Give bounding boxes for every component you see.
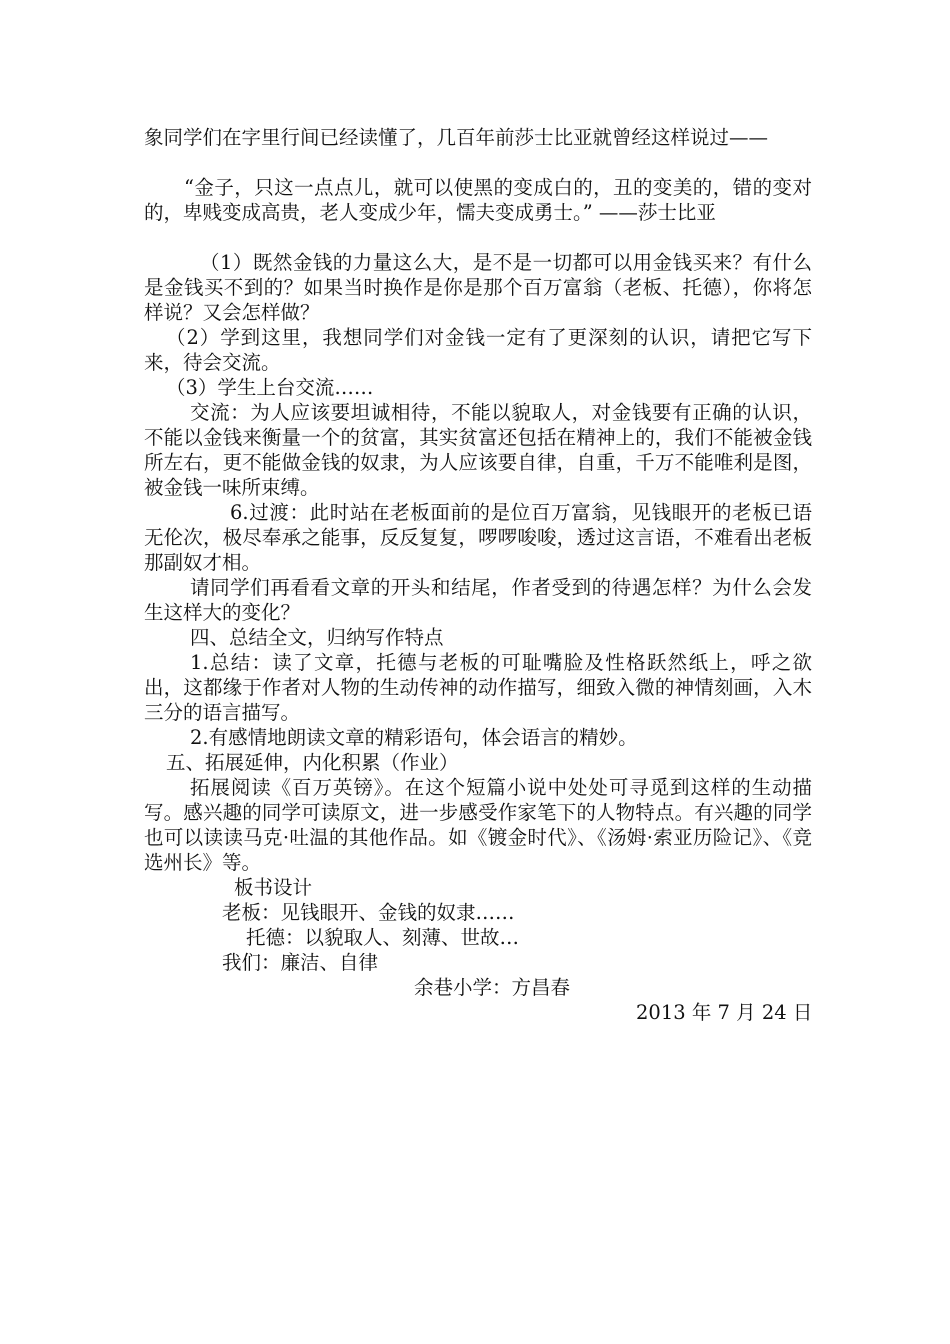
- paragraph-question-3: （3）学生上台交流……: [166, 376, 374, 399]
- paragraph-reread: 请同学们再看看文章的开头和结尾，作者受到的待遇怎样？为什么会发生这样大的变化？: [144, 576, 812, 624]
- board-line-todd: 托德：以貌取人、刻薄、世故…: [246, 926, 520, 949]
- section-heading-summary: 四、总结全文，归纳写作特点: [190, 626, 444, 649]
- paragraph-intro: 象同学们在字里行间已经读懂了，几百年前莎士比亚就曾经这样说过——: [144, 126, 769, 149]
- paragraph-transition: 6.过渡：此时站在老板面前的是位百万富翁，见钱眼开的老板已语无伦次，极尽奉承之能事，反反复复，啰啰唆唆，透过这言语，不难看出老板那副奴才相。: [144, 501, 812, 574]
- paragraph-summary: 1.总结：读了文章，托德与老板的可耻嘴脸及性格跃然纸上，呼之欲出，这都缘于作者对人物的生动传神的动作描写，细致入微的神情刻画，入木三分的语言描写。: [144, 651, 812, 724]
- board-line-boss: 老板：见钱眼开、金钱的奴隶……: [222, 901, 515, 924]
- author-line: 余巷小学：方昌春: [414, 976, 571, 999]
- paragraph-question-2: （2）学到这里，我想同学们对金钱一定有了更深刻的认识，请把它写下来，待会交流。: [144, 326, 812, 374]
- board-design-title: 板书设计: [234, 876, 313, 899]
- date-line: 2013 年 7 月 24 日: [636, 1001, 813, 1024]
- section-heading-homework: 五、拓展延伸，内化积累（作业）: [166, 751, 459, 774]
- paragraph-homework: 拓展阅读《百万英镑》。在这个短篇小说中处处可寻觅到这样的生动描写。感兴趣的同学可读原文，进一步感受作家笔下的人物特点。有兴趣的同学也可以读读马克·吐温的其他作品。如《镀金时代》、《汤姆·索亚历险记》、《竞选州长》等。: [144, 776, 812, 874]
- paragraph-question-1: （1）既然金钱的力量这么大，是不是一切都可以用金钱买来？有什么是金钱买不到的？如果当时换作是你是那个百万富翁（老板、托德），你将怎样说？又会怎样做？: [144, 251, 812, 324]
- paragraph-quote: “金子，只这一点点儿，就可以使黑的变成白的，丑的变美的，错的变对的，卑贱变成高贵，老人变成少年，懦夫变成勇士。” ——莎士比亚: [144, 176, 812, 224]
- paragraph-exchange: 交流：为人应该要坦诚相待，不能以貌取人，对金钱要有正确的认识，不能以金钱来衡量一个的贫富，其实贫富还包括在精神上的，我们不能被金钱所左右，更不能做金钱的奴隶，为人应该要自律，自重，千万不能唯利是图，被金钱一味所束缚。: [144, 401, 812, 499]
- paragraph-read-aloud: 2.有感情地朗读文章的精彩语句，体会语言的精妙。: [190, 726, 638, 749]
- board-line-us: 我们：廉洁、自律: [222, 951, 379, 974]
